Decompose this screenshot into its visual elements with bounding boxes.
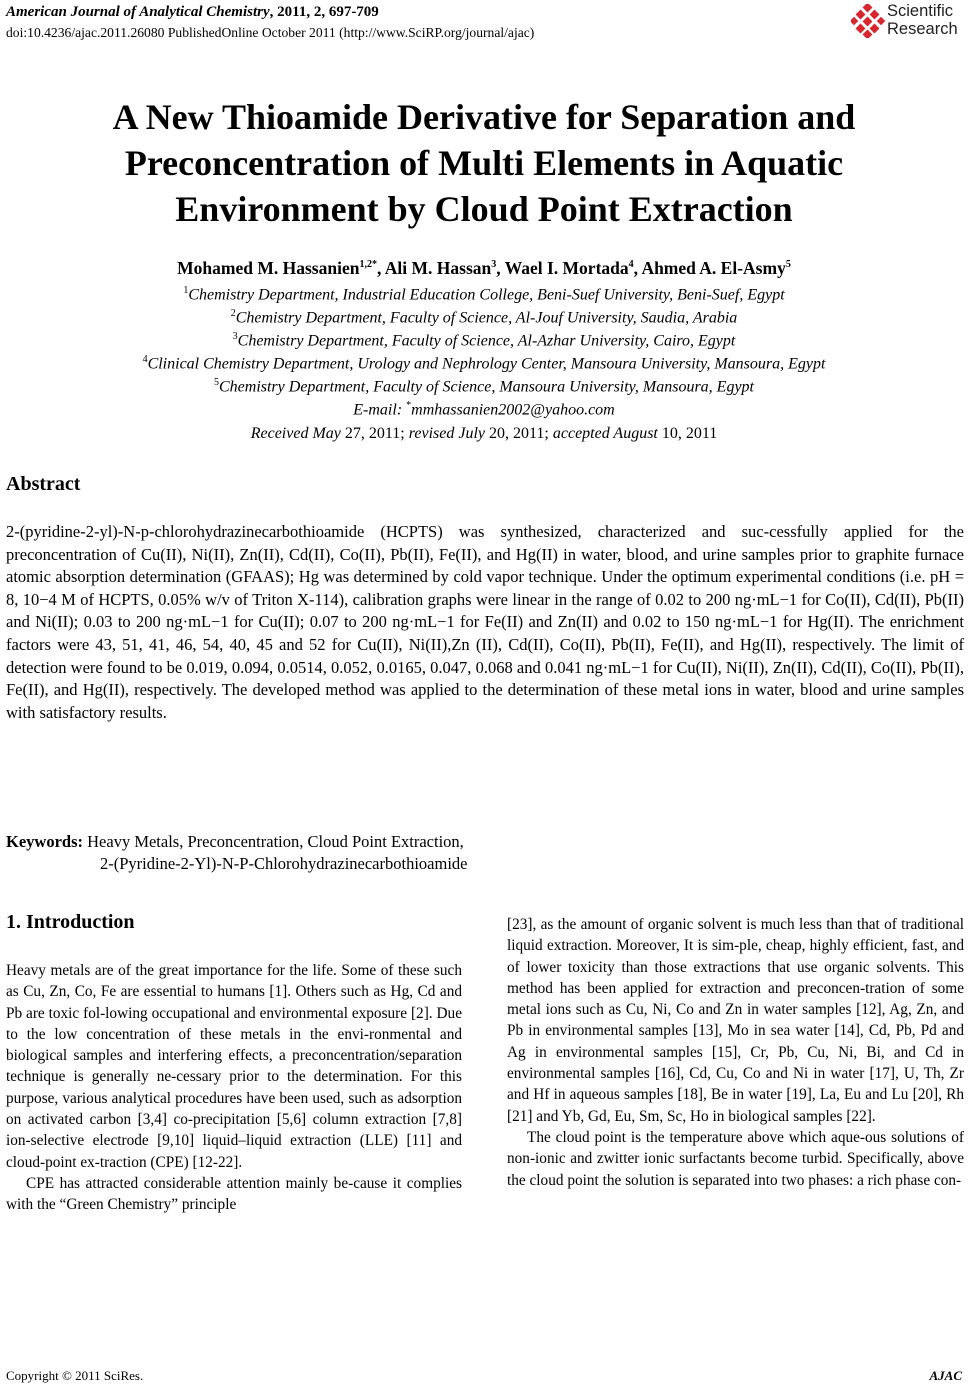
journal-citation <box>6 4 379 21</box>
author-list: Mohamed M. Hassanien$^{1,2*}$, Ali M. Hassan$^3$, Wael I. Mortada$^4$, Ahmed A. El-Asmy$^5$ <box>177 258 791 278</box>
affiliation-sup: 4 <box>142 354 148 365</box>
email-line <box>0 400 968 419</box>
paragraph: [23], as the amount of organic solvent is much less than that of traditional liquid extraction. Moreover, It is sim-ple, cheap, highly efficient, fast, and of lower toxicity than those extractions that use organic solvents. This method has been applied for extraction and preconcen-tration of some metal ions such as Cu, Ni, Co and Zn in water samples [12], Ag, Zn, and Pb in environmental samples [13], Mo in sea water [14], Cd, Pb, Pd and Ag in environmental samples [15], Cr, Pb, Cu, Ni, Bi, and Cd in environmental samples [16], Cd, Cu, Co and Ni in water [17], U, Th, Zr and Hf in aqueous samples [18], Be in water [19], La, Eu and Lu [20], Rh [21] and Yb, Gd, Eu, Sm, Sc, Ho in biological samples [22]. <box>507 916 964 1125</box>
affiliation <box>0 354 968 373</box>
author-affil-sup: 3 <box>491 259 497 271</box>
logo-text-research: Research <box>887 20 958 38</box>
logo-text-scientific: Scientific <box>887 2 954 20</box>
author-name: Ahmed A. El-Asmy <box>641 258 786 278</box>
received-date: 27, 2011; <box>344 425 409 442</box>
abstract-body: 2-(pyridine-2-yl)-N-p-chlorohydrazinecarbothioamide (HCPTS) was synthesized, characterized and suc-cessfully applied for the preconcentration of Cu(II), Ni(II), Zn(II), Cd(II), Co(II), Pb(II), Fe(II), and Hg(II) in water, blood, and urine samples prior to graphite furnace atomic absorption determination (GFAAS); Hg was determined by cold vapor technique. Under the optimum experimental conditions (i.e. pH = 8, 10−4 M of HCPTS, 0.05% w/v of Triton X-114), calibration graphs were linear in the range of 0.02 to 200 ng·mL−1 for Co(II), Cd(II), Pb(II) and Ni(II); 0.03 to 200 ng·mL−1 for Cu(II); 0.07 to 200 ng·mL−1 for Fe(II) and Zn(II) and 0.02 to 150 ng·mL−1 for Hg(II). The enrichment factors were 43, 51, 41, 46, 54, 40, 45 and 52 for Cu(II), Ni(II),Zn (II), Cd(II), Co(II), Pb(II), Fe(II), and Hg(II), respectively. The limit of detection were found to be 0.019, 0.094, 0.0514, 0.052, 0.0165, 0.047, 0.068 and 0.041 ng·mL−1 for Cu(II), Ni(II), Zn(II), Cd(II), Co(II), Pb(II), Fe(II), and Hg(II), respectively. The developed method was applied to the determination of these metal ions in water, blood and urine samples with satisfactory results. <box>6 522 964 722</box>
paragraph: Heavy metals are of the great importance for the life. Some of these such as Cu, Zn, Co, Fe are essential to humans [1]. Others such as Hg, Cd and Pb are toxic fol-lowing occupational and environmental exposure [2]. Due to the low concentration of these metals in the envi-ronmental and biological samples and interfering effects, a preconcentration/separation technique is generally ne-cessary prior to the determination. For this purpose, various analytical procedures have been used, such as adsorption on activated carbon [3,4] co-precipitation [5,6] column extraction [7,8] ion-selective electrode [9,10] liquid–liquid extraction (LLE) [11] and cloud-point ex-traction (CPE) [12-22]. <box>6 962 462 1171</box>
affiliation-text: Clinical Chemistry Department, Urology and Nephrology Center, Mansoura University, Mansoura, Egypt <box>147 355 826 373</box>
affiliation-sup: 5 <box>213 377 219 388</box>
dates-line <box>0 425 968 443</box>
affiliation <box>0 285 968 304</box>
paper-title <box>0 94 968 232</box>
keywords <box>6 830 464 854</box>
revised-label: revised July <box>408 425 489 442</box>
email-sup: * <box>406 400 412 411</box>
section-heading: 1. Introduction <box>6 911 135 933</box>
accepted-date: 10, 2011 <box>661 425 718 442</box>
email-prefix: E-mail: <box>353 401 407 419</box>
journal-name: American Journal of Analytical Chemistry <box>6 4 270 20</box>
paragraph: CPE has attracted considerable attention mainly be-cause it complies with the “Green Chemistry” principle <box>6 1174 462 1214</box>
affiliation-text: Chemistry Department, Faculty of Science, Al-Jouf University, Saudia, Arabia <box>235 309 738 327</box>
author-affil-sup: 5 <box>785 259 791 271</box>
publisher-logo <box>851 2 966 42</box>
doi-line: doi:10.4236/ajac.2011.26080 PublishedOnline October 2011 (http://www.SciRP.org/journal/ajac) <box>6 25 535 40</box>
author-name: Wael I. Mortada <box>504 258 629 278</box>
affiliation-sup: 3 <box>232 331 238 342</box>
keywords-line2: 2-(Pyridine-2-Yl)-N-P-Chlorohydrazinecarbothioamide <box>100 854 468 873</box>
column-left <box>6 960 462 1216</box>
author-affil-sup: 1,2* <box>359 259 377 271</box>
title-line: Preconcentration of Multi Elements in Aquatic <box>124 143 844 183</box>
affiliation-text: Chemistry Department, Faculty of Science, Mansoura University, Mansoura, Egypt <box>218 378 754 396</box>
column-right <box>507 914 964 1191</box>
affiliation-sup: 1 <box>183 285 189 296</box>
affiliation-text: Chemistry Department, Industrial Education College, Beni-Suef University, Beni-Suef, Egypt <box>188 286 785 304</box>
affiliation <box>0 331 968 350</box>
revised-date: 20, 2011; <box>489 425 553 442</box>
received-label: Received May <box>250 425 345 442</box>
copyright: Copyright © 2011 SciRes. <box>6 1368 144 1383</box>
author-name: Ali M. Hassan <box>384 258 492 278</box>
author-affil-sup: 4 <box>628 259 634 271</box>
affiliation <box>0 308 968 327</box>
affiliation <box>0 377 968 396</box>
author-name: Mohamed M. Hassanien <box>177 258 360 278</box>
keywords-label: Keywords: <box>6 832 83 851</box>
journal-abbreviation: AJAC <box>929 1368 962 1383</box>
affiliation-sup: 2 <box>230 308 236 319</box>
affiliation-text: Chemistry Department, Faculty of Science, Al-Azhar University, Cairo, Egypt <box>237 332 736 350</box>
logo-mark-icon <box>851 4 885 38</box>
paragraph: The cloud point is the temperature above which aque-ous solutions of non-ionic and zwitter ionic surfactants become turbid. Specifically, above the cloud point the solution is separated into two phases: a rich phase con- <box>507 1128 964 1189</box>
keywords-line1: Heavy Metals, Preconcentration, Cloud Point Extraction, <box>83 832 464 851</box>
abstract-heading: Abstract <box>6 473 81 495</box>
title-line: A New Thioamide Derivative for Separation and <box>112 97 856 137</box>
journal-issue: , 2011, 2, 697-709 <box>269 4 379 20</box>
title-line: Environment by Cloud Point Extraction <box>175 189 793 229</box>
accepted-label: accepted August <box>552 425 662 442</box>
email-address[interactable]: mmhassanien2002@yahoo.com <box>411 401 615 419</box>
